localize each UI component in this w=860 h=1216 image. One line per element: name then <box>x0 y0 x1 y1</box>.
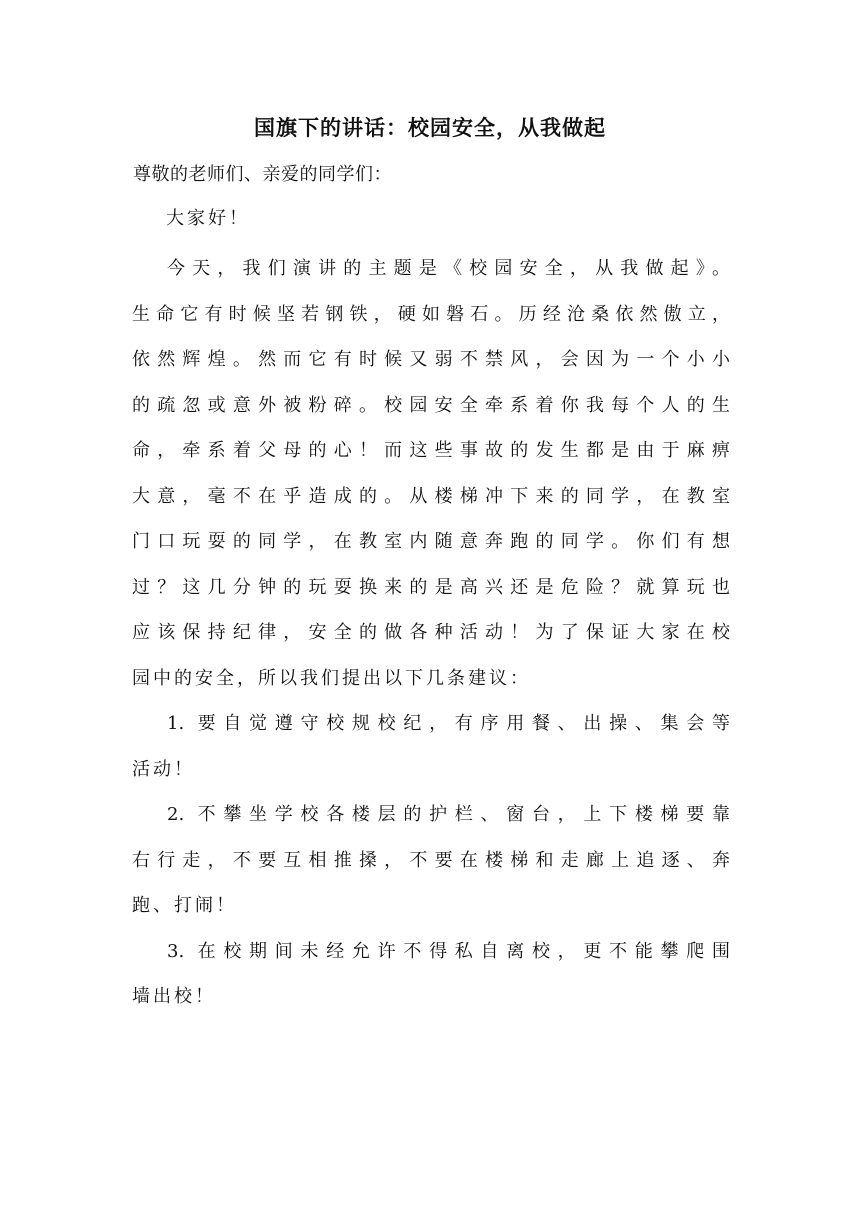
document-title: 国旗下的讲话：校园安全，从我做起 <box>254 115 606 140</box>
suggestion-line: 3. 在校期间未经允许不得私自离校，更不能攀爬围 <box>167 940 730 962</box>
paragraph-line: 今天，我们演讲的主题是《校园安全，从我做起》。 <box>167 258 730 279</box>
paragraph-line: 生命它有时候坚若钢铁，硬如磐石。历经沧桑依然傲立， <box>132 303 730 325</box>
paragraph-line: 依然辉煌。然而它有时候又弱不禁风，会因为一个小小 <box>132 349 730 370</box>
paragraph-line: 过？这几分钟的玩耍换来的是高兴还是危险？就算玩也 <box>132 576 730 598</box>
speech-body <box>132 246 730 1020</box>
suggestion-line: 2. 不攀坐学校各楼层的护栏、窗台，上下楼梯要靠 <box>167 804 730 825</box>
greeting: 大家好！ <box>166 208 250 229</box>
paragraph-line: 应该保持纪律，安全的做各种活动！为了保证大家在校 <box>132 622 730 643</box>
suggestion-line: 活动！ <box>132 758 195 780</box>
salutation: 尊敬的老师们、亲爱的同学们： <box>133 164 392 185</box>
paragraph-line: 大意，毫不在乎造成的。从楼梯冲下来的同学，在教室 <box>132 485 730 507</box>
suggestion-line: 墙出校！ <box>132 986 216 1007</box>
suggestion-line: 跑、打闹！ <box>132 895 237 916</box>
paragraph-line: 门口玩耍的同学，在教室内随意奔跑的同学。你们有想 <box>132 531 730 552</box>
paragraph-line: 的疏忽或意外被粉碎。校园安全牵系着你我每个人的生 <box>132 394 730 416</box>
suggestion-line: 右行走，不要互相推搡，不要在楼梯和走廊上追逐、奔 <box>132 849 730 871</box>
paragraph-line: 园中的安全，所以我们提出以下几条建议： <box>132 667 531 689</box>
suggestion-line: 1. 要自觉遵守校规校纪，有序用餐、出操、集会等 <box>167 713 730 734</box>
paragraph-line: 命，牵系着父母的心！而这些事故的发生都是由于麻痹 <box>132 440 730 461</box>
